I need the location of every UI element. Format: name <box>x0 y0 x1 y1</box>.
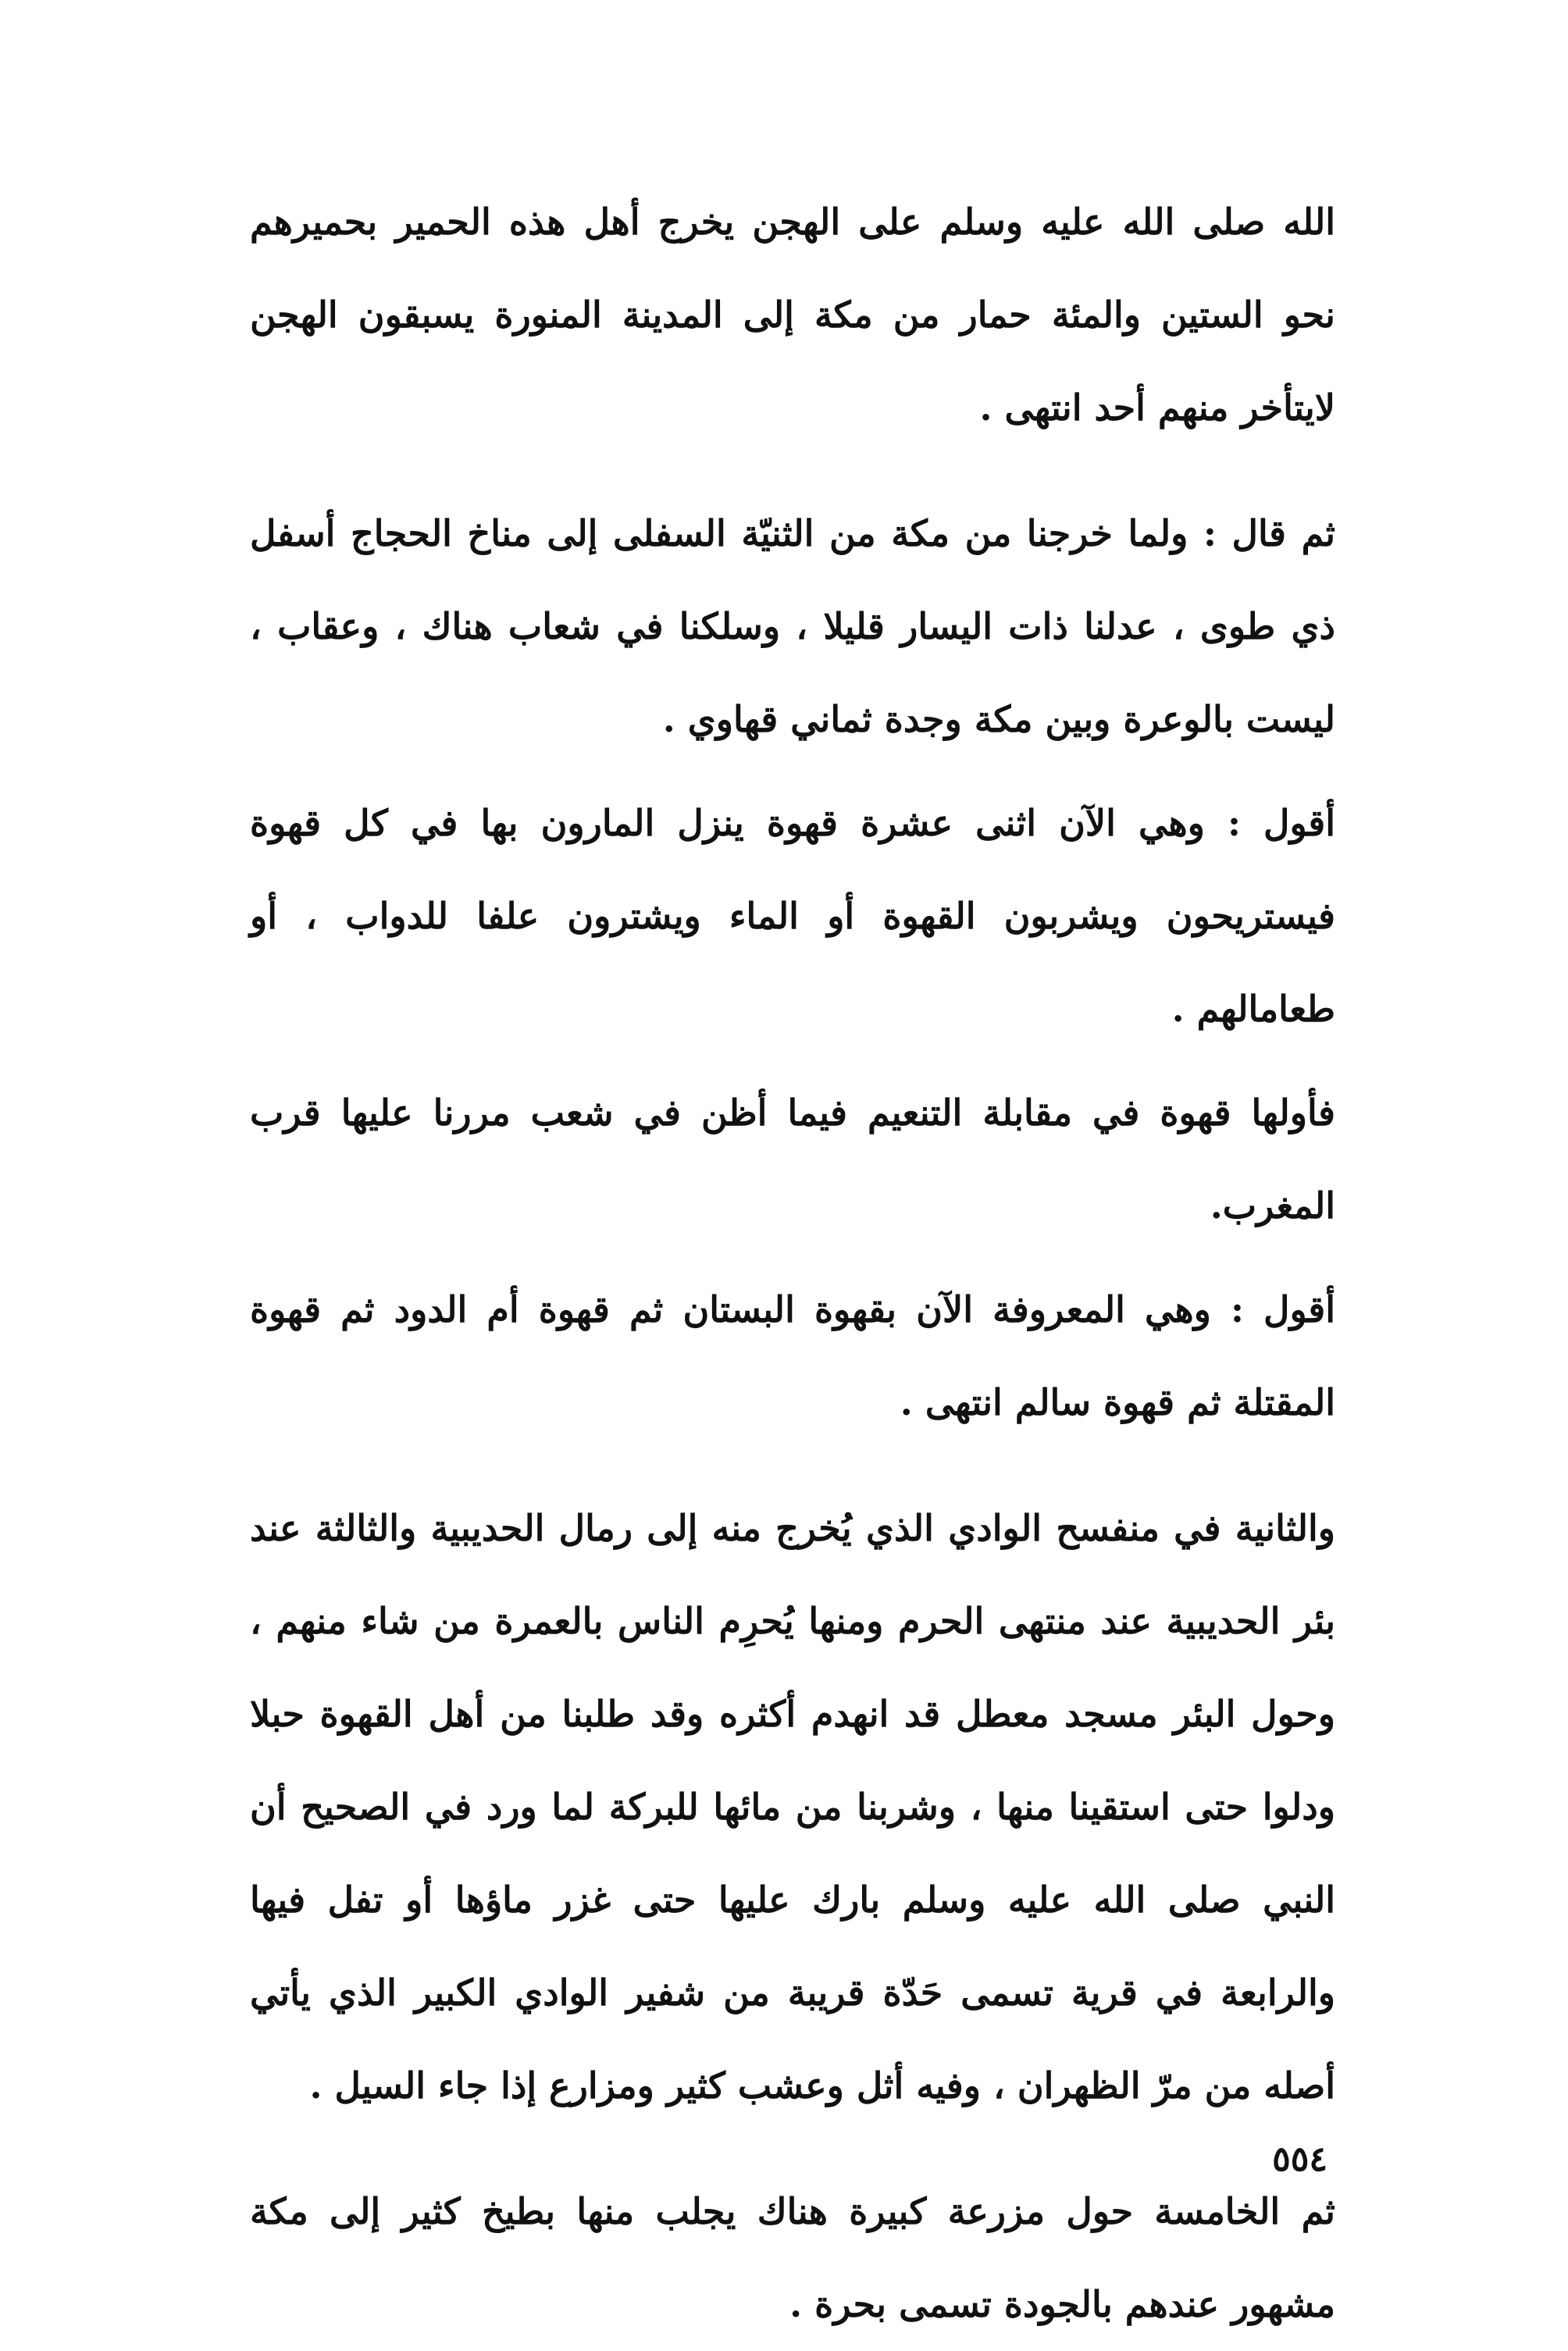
paragraph-spacer <box>250 454 1335 487</box>
paragraph-spacer <box>250 1449 1335 1482</box>
paragraph-spacer <box>250 766 1335 777</box>
paragraph-2: ثم قال : ولما خرجنا من مكة من الثنيّة السفلى إلى مناخ الحجاج أسفل ذي طوى ، عدلنا ذات اليسار قليلا ، وسلكنا في شعاب هناك ، وعقاب ، ليست بالوعرة وبين مكة وجدة ثماني قهاوي . <box>250 512 1335 740</box>
paragraph-spacer <box>250 1056 1335 1067</box>
paragraph-1: الله صلى الله عليه وسلم على الهجن يخرج أهل هذه الحمير بحميرهم نحو الستين والمئة حمار من مكة إلى المدينة المنورة يسبقون الهجن لايتأخر منهم أحد انتهى . <box>250 201 1335 429</box>
paragraph-4: فأولها قهوة في مقابلة التنعيم فيما أظن في شعب مررنا عليها قرب المغرب. <box>250 1092 1335 1227</box>
paragraph-5: أقول : وهي المعروفة الآن بقهوة البستان ثم قهوة أم الدود ثم قهوة المقتلة ثم قهوة سالم انتهى . <box>250 1288 1335 1423</box>
paragraph-spacer <box>250 2132 1335 2165</box>
paragraph-spacer <box>250 1252 1335 1263</box>
page-body-text <box>250 176 1335 2351</box>
paragraph-3: أقول : وهي الآن اثنى عشرة قهوة ينزل المارون بها في كل قهوة فيستريحون ويشربون القهوة أو الماء ويشترون علفا للدواب ، أو طعامالهم . <box>250 802 1335 1030</box>
paragraph-7: ثم الخامسة حول مزرعة كبيرة هناك يجلب منها بطيخ كثير إلى مكة مشهور عندهم بالجودة تسمى بحرة . <box>250 2190 1335 2325</box>
paragraph-6: والثانية في منفسح الوادي الذي يُخرج منه إلى رمال الحديبية والثالثة عند بئر الحديبية عند منتهى الحرم ومنها يُحرِم الناس بالعمرة من شاء منهم ، وحول البئر مسجد معطل قد انهدم أكثره وقد طلبنا من أهل القهوة حبلا ودلوا حتى استقينا منها ، وشربنا من مائها للبركة لما ورد في الصحيح أن النبي صلى الله عليه وسلم بارك عليها حتى غزر ماؤها أو تفل فيها والرابعة في قرية تسمى حَدّة قريبة من شفير الوادي الكبير الذي يأتي أصله من مرّ الظهران ، وفيه أثل وعشب كثير ومزارع إذا جاء السيل . <box>250 1507 1336 2107</box>
page-number: ٥٥٤ <box>1272 2139 1327 2179</box>
